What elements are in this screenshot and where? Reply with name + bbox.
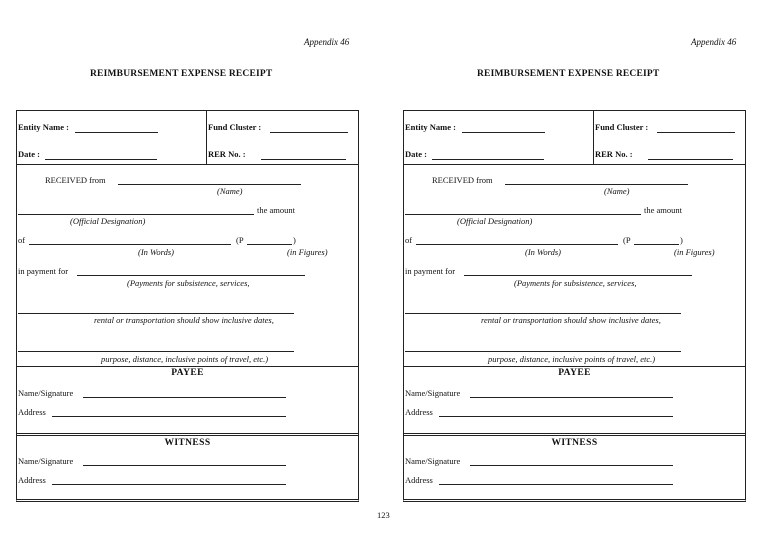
- fund-cluster-label: Fund Cluster :: [595, 122, 649, 132]
- witness-name-signature-field[interactable]: [470, 465, 673, 466]
- in-payment-for-label: in payment for: [405, 266, 456, 276]
- witness-name-signature-label: Name/Signature: [18, 456, 74, 466]
- payments-caption-3: purpose, distance, inclusive points of travel, etc.): [101, 354, 269, 364]
- payment-details-field-1[interactable]: [405, 313, 681, 314]
- form-header: [17, 111, 358, 165]
- form-title-right: REIMBURSEMENT EXPENSE RECEIPT: [477, 69, 660, 79]
- of-label: of: [405, 235, 413, 245]
- form-title-left: REIMBURSEMENT EXPENSE RECEIPT: [90, 69, 273, 79]
- appendix-label-left: Appendix 46: [304, 37, 350, 47]
- received-from-field[interactable]: [118, 184, 301, 185]
- entity-name-label: Entity Name :: [18, 122, 69, 132]
- payee-divider: [17, 366, 358, 367]
- witness-address-field[interactable]: [52, 484, 286, 485]
- date-field[interactable]: [45, 159, 157, 160]
- amount-words-field[interactable]: [416, 244, 618, 245]
- payment-for-field[interactable]: [464, 275, 692, 276]
- in-words-caption: (In Words): [138, 247, 174, 257]
- the-amount-label: the amount: [644, 205, 683, 215]
- entity-name-field[interactable]: [75, 132, 158, 133]
- payment-details-field-1[interactable]: [18, 313, 294, 314]
- name-caption: (Name): [604, 186, 630, 196]
- in-words-caption: (In Words): [525, 247, 561, 257]
- witness-address-label: Address: [18, 475, 46, 485]
- fund-cluster-field[interactable]: [657, 132, 735, 133]
- entity-name-label: Entity Name :: [405, 122, 456, 132]
- in-figures-caption: (in Figures): [287, 247, 328, 257]
- payments-caption-2: rental or transportation should show inclusive dates,: [481, 315, 661, 325]
- rer-no-label: RER No. :: [208, 149, 246, 159]
- appendix-label-right: Appendix 46: [691, 37, 737, 47]
- rer-no-label: RER No. :: [595, 149, 633, 159]
- received-from-field[interactable]: [505, 184, 688, 185]
- entity-name-field[interactable]: [462, 132, 545, 133]
- in-figures-caption: (in Figures): [674, 247, 715, 257]
- payee-address-field[interactable]: [52, 416, 286, 417]
- witness-name-signature-label: Name/Signature: [405, 456, 461, 466]
- official-designation-field[interactable]: [405, 214, 641, 215]
- received-from-label: RECEIVED from: [45, 175, 106, 185]
- of-label: of: [18, 235, 26, 245]
- fund-cluster-field[interactable]: [270, 132, 348, 133]
- date-field[interactable]: [432, 159, 544, 160]
- peso-close: ): [680, 235, 683, 245]
- date-label: Date :: [405, 149, 427, 159]
- payee-address-label: Address: [18, 407, 46, 417]
- received-from-label: RECEIVED from: [432, 175, 493, 185]
- official-designation-caption: (Official Designation): [457, 216, 533, 226]
- payments-caption-1: (Payments for subsistence, services,: [514, 278, 637, 288]
- witness-address-field[interactable]: [439, 484, 673, 485]
- payee-heading: PAYEE: [558, 368, 591, 378]
- payee-address-label: Address: [405, 407, 433, 417]
- amount-figures-field[interactable]: [634, 244, 679, 245]
- amount-figures-field[interactable]: [247, 244, 292, 245]
- witness-address-label: Address: [405, 475, 433, 485]
- header-divider: [206, 111, 207, 164]
- witness-divider: [17, 433, 358, 436]
- header-divider: [593, 111, 594, 164]
- name-caption: (Name): [217, 186, 243, 196]
- peso-open: (P: [623, 235, 631, 245]
- payment-details-field-2[interactable]: [18, 351, 294, 352]
- payee-name-signature-field[interactable]: [83, 397, 286, 398]
- page-number: 123: [377, 510, 390, 520]
- peso-close: ): [293, 235, 296, 245]
- payee-name-signature-label: Name/Signature: [405, 388, 461, 398]
- witness-heading: WITNESS: [164, 438, 211, 448]
- official-designation-field[interactable]: [18, 214, 254, 215]
- witness-heading: WITNESS: [551, 438, 598, 448]
- payments-caption-1: (Payments for subsistence, services,: [127, 278, 250, 288]
- payee-name-signature-field[interactable]: [470, 397, 673, 398]
- receipt-form-right: [403, 110, 746, 502]
- peso-open: (P: [236, 235, 244, 245]
- payment-details-field-2[interactable]: [405, 351, 681, 352]
- date-label: Date :: [18, 149, 40, 159]
- payment-for-field[interactable]: [77, 275, 305, 276]
- payee-name-signature-label: Name/Signature: [18, 388, 74, 398]
- receipt-form-left: [16, 110, 359, 502]
- payee-heading: PAYEE: [171, 368, 204, 378]
- witness-divider: [404, 433, 745, 436]
- fund-cluster-label: Fund Cluster :: [208, 122, 262, 132]
- form-header: [404, 111, 745, 165]
- witness-name-signature-field[interactable]: [83, 465, 286, 466]
- payments-caption-3: purpose, distance, inclusive points of travel, etc.): [488, 354, 656, 364]
- rer-no-field[interactable]: [648, 159, 733, 160]
- in-payment-for-label: in payment for: [18, 266, 69, 276]
- rer-no-field[interactable]: [261, 159, 346, 160]
- official-designation-caption: (Official Designation): [70, 216, 146, 226]
- the-amount-label: the amount: [257, 205, 296, 215]
- payee-address-field[interactable]: [439, 416, 673, 417]
- amount-words-field[interactable]: [29, 244, 231, 245]
- payee-divider: [404, 366, 745, 367]
- payments-caption-2: rental or transportation should show inclusive dates,: [94, 315, 274, 325]
